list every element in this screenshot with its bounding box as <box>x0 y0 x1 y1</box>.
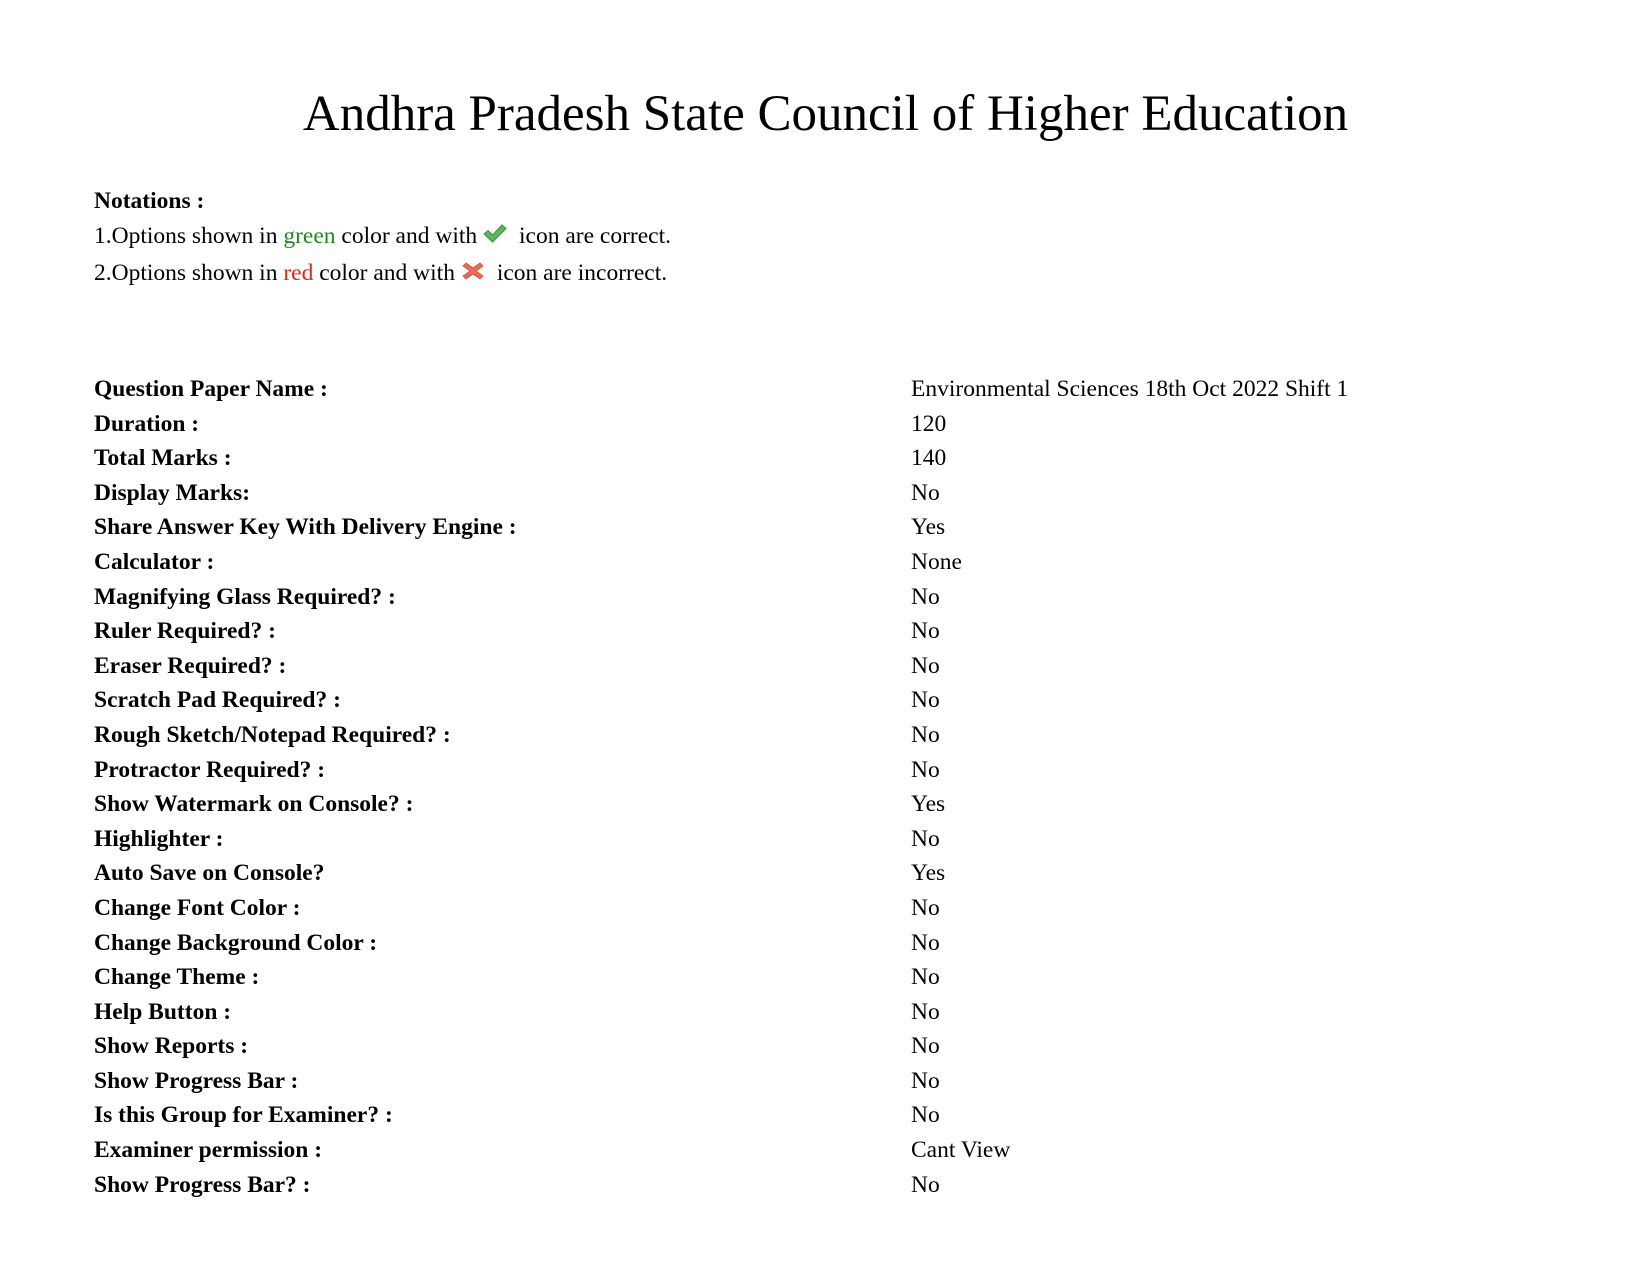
info-label: Change Theme : <box>94 964 260 991</box>
info-label: Examiner permission : <box>94 1137 323 1164</box>
notations-section <box>94 184 671 292</box>
info-label: Calculator : <box>94 548 215 575</box>
info-row <box>94 683 1594 718</box>
notation-correct-suffix: icon are correct. <box>513 223 672 249</box>
info-value: No <box>911 721 940 748</box>
info-row <box>94 1029 1594 1064</box>
info-label: Eraser Required? : <box>94 652 287 679</box>
info-row <box>94 822 1594 857</box>
info-row <box>94 580 1594 615</box>
info-row <box>94 1168 1594 1203</box>
info-value: No <box>911 652 940 679</box>
info-value: No <box>911 825 940 852</box>
info-value: Yes <box>911 791 946 818</box>
info-label: Display Marks: <box>94 479 251 506</box>
notation-correct-color-word: green <box>283 223 336 249</box>
info-label: Duration : <box>94 410 200 437</box>
info-value: No <box>911 964 940 991</box>
notation-correct <box>94 218 671 255</box>
info-row <box>94 787 1594 822</box>
info-label: Magnifying Glass Required? : <box>94 583 396 610</box>
info-row <box>94 1098 1594 1133</box>
info-label: Total Marks : <box>94 445 232 472</box>
notation-incorrect-color-word: red <box>283 260 314 286</box>
info-row <box>94 753 1594 788</box>
info-value: None <box>911 548 962 575</box>
info-row <box>94 1064 1594 1099</box>
info-value: No <box>911 1067 940 1094</box>
info-row <box>94 718 1594 753</box>
info-row <box>94 995 1594 1030</box>
info-value: No <box>911 1171 940 1198</box>
info-label: Help Button : <box>94 998 232 1025</box>
info-row <box>94 441 1594 476</box>
info-value: No <box>911 756 940 783</box>
info-value: 120 <box>911 410 947 437</box>
notation-correct-middle: color and with <box>335 223 478 249</box>
info-row <box>94 510 1594 545</box>
info-value: No <box>911 929 940 956</box>
info-value: No <box>911 583 940 610</box>
info-value: Cant View <box>911 1137 1011 1164</box>
info-row <box>94 372 1594 407</box>
notations-heading: Notations : <box>94 188 205 214</box>
info-row <box>94 476 1594 511</box>
info-label: Protractor Required? : <box>94 756 326 783</box>
info-label: Highlighter : <box>94 825 224 852</box>
info-value: No <box>911 479 940 506</box>
info-label: Show Reports : <box>94 1033 249 1060</box>
info-label: Question Paper Name : <box>94 376 328 402</box>
notation-incorrect-middle: color and with <box>313 260 455 286</box>
info-value: No <box>911 894 940 921</box>
info-value: No <box>911 687 940 714</box>
notation-incorrect-suffix: icon are incorrect. <box>490 260 668 286</box>
info-label: Scratch Pad Required? : <box>94 687 341 714</box>
info-row <box>94 960 1594 995</box>
info-label: Show Watermark on Console? : <box>94 791 414 818</box>
info-label: Auto Save on Console? <box>94 860 325 887</box>
info-row <box>94 649 1594 684</box>
info-value: Environmental Sciences 18th Oct 2022 Shift 1 <box>911 376 1349 402</box>
info-value: Yes <box>911 860 946 887</box>
notation-incorrect <box>94 255 671 292</box>
page-title: Andhra Pradesh State Council of Higher Education <box>302 86 1349 142</box>
notation-incorrect-prefix: 2.Options shown in <box>94 260 284 286</box>
info-value: No <box>911 1102 940 1129</box>
info-row <box>94 856 1594 891</box>
info-row <box>94 891 1594 926</box>
notation-correct-prefix: 1.Options shown in <box>94 223 284 249</box>
info-value: No <box>911 618 940 645</box>
check-icon <box>482 223 508 245</box>
info-row <box>94 545 1594 580</box>
info-label: Is this Group for Examiner? : <box>94 1102 393 1129</box>
info-label: Show Progress Bar : <box>94 1067 299 1094</box>
info-label: Change Background Color : <box>94 929 378 956</box>
info-label: Rough Sketch/Notepad Required? : <box>94 721 451 748</box>
cross-icon <box>460 260 486 282</box>
info-value: No <box>911 998 940 1025</box>
info-value: Yes <box>911 514 946 541</box>
info-value: 140 <box>911 445 947 472</box>
info-label: Share Answer Key With Delivery Engine : <box>94 514 517 541</box>
info-label: Show Progress Bar? : <box>94 1171 311 1198</box>
info-label: Ruler Required? : <box>94 618 276 645</box>
info-row <box>94 614 1594 649</box>
info-row <box>94 926 1594 961</box>
info-label: Change Font Color : <box>94 894 301 921</box>
paper-info-table <box>94 372 1594 1202</box>
info-value: No <box>911 1033 940 1060</box>
info-row <box>94 407 1594 442</box>
info-row <box>94 1133 1594 1168</box>
